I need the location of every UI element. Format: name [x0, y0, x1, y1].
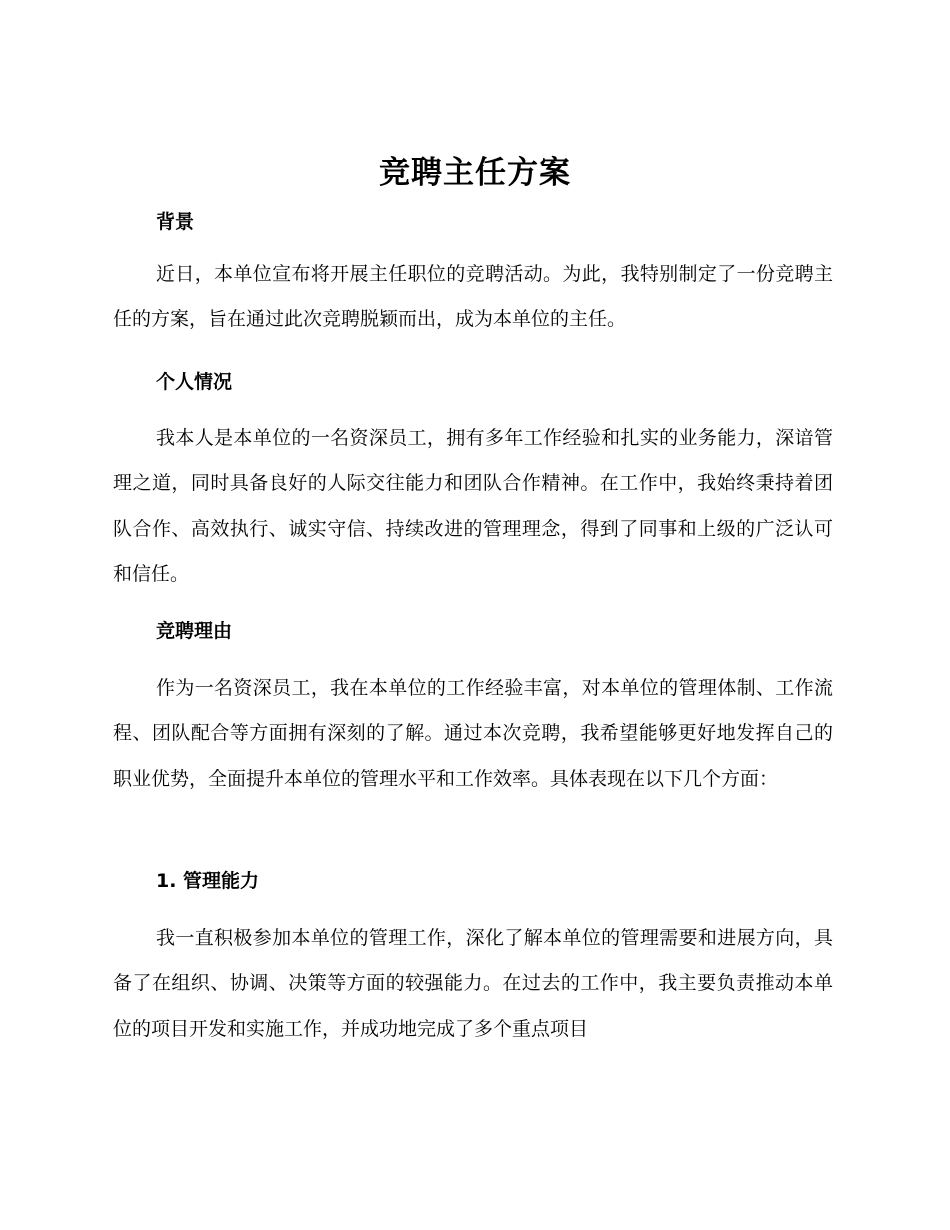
document-title: 竞聘主任方案	[379, 155, 571, 191]
section-paragraph-background: 近日，本单位宣布将开展主任职位的竞聘活动。为此，我特别制定了一份竞聘主任的方案，旨在通过此次竞聘脱颖而出，成为本单位的主任。	[113, 263, 833, 331]
section-heading-management: 1. 管理能力	[156, 870, 260, 892]
section-heading-personal: 个人情况	[156, 371, 233, 393]
section-heading-background: 背景	[156, 211, 195, 233]
section-paragraph-management: 我一直积极参加本单位的管理工作，深化了解本单位的管理需要和进展方向，具备了在组织、协调、决策等方面的较强能力。在过去的工作中，我主要负责推动本单位的项目开发和实施工作，并成功地完成了多个重点项目	[113, 927, 833, 1040]
section-paragraph-reasons: 作为一名资深员工，我在本单位的工作经验丰富，对本单位的管理体制、工作流程、团队配合等方面拥有深刻的了解。通过本次竞聘，我希望能够更好地发挥自己的职业优势，全面提升本单位的管理水平和工作效率。具体表现在以下几个方面：	[113, 677, 833, 790]
section-paragraph-personal: 我本人是本单位的一名资深员工，拥有多年工作经验和扎实的业务能力，深谙管理之道，同时具备良好的人际交往能力和团队合作精神。在工作中，我始终秉持着团队合作、高效执行、诚实守信、持续改进的管理理念，得到了同事和上级的广泛认可和信任。	[113, 427, 833, 585]
section-heading-reasons: 竞聘理由	[156, 620, 233, 642]
